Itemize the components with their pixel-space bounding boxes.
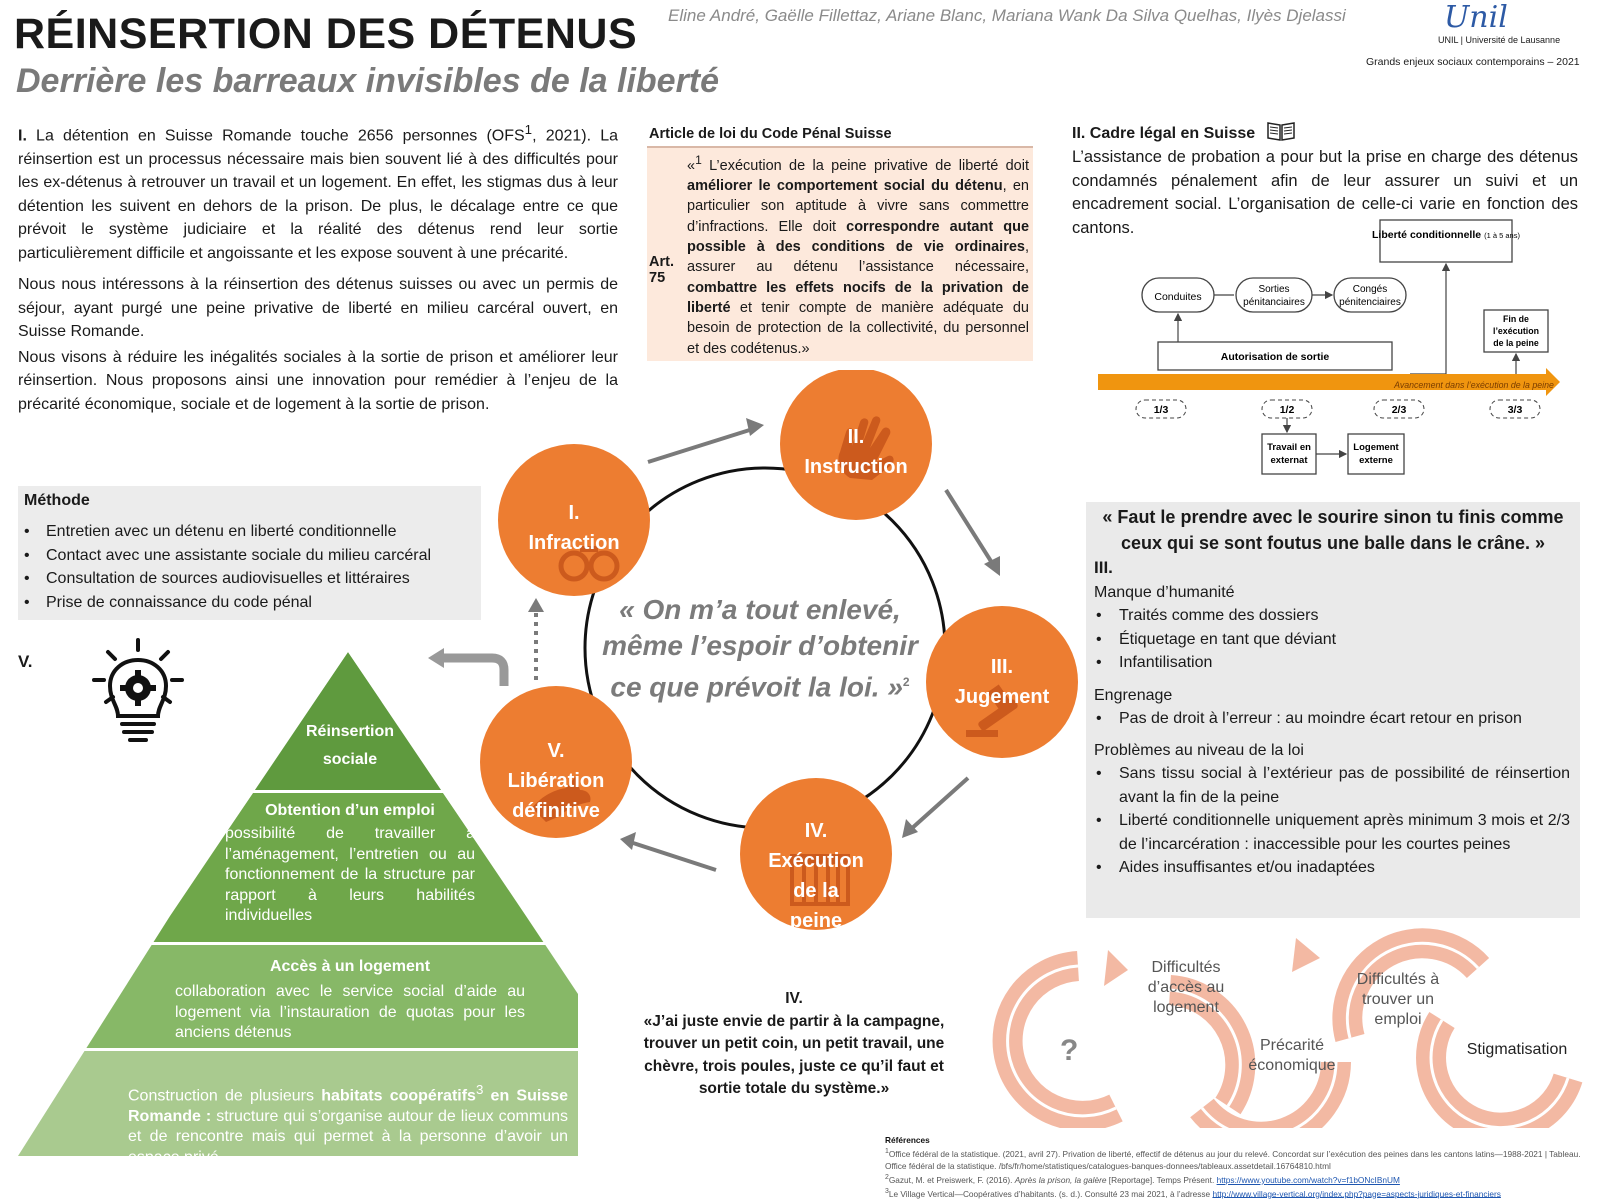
logo-sub: UNIL | Université de Lausanne (1438, 35, 1561, 45)
list-item: • Sans tissu social à l’extérieur pas de possibilité de réinsertion avant la fin de la peine (1094, 762, 1572, 809)
cycle-emploi: Difficultés à trouver un emploi (1356, 971, 1440, 1028)
cycle-precarite: Précarité économique (1248, 1037, 1336, 1074)
method-box (18, 486, 481, 620)
refs-title: Références (885, 1135, 930, 1145)
method-title: Méthode (24, 492, 90, 509)
cycle-logement: Difficultés d’accès au logement (1147, 959, 1225, 1016)
unil-logo (1434, 2, 1594, 48)
tick-1-2-label: 1/2 (1279, 404, 1295, 416)
probation-timeline (1090, 210, 1570, 490)
cycle-quote: « On m’a tout enlevé, même l’espoir d’obtenir ce que prévoit la loi. »$^2$ (602, 594, 918, 703)
legal-title: II. Cadre légal en Suisse (1072, 120, 1296, 143)
law-box (647, 124, 1033, 361)
list-item: • Étiquetage en tant que déviant (1094, 628, 1572, 652)
section-iii-box (1086, 502, 1580, 918)
logo-name: Unil (1444, 0, 1508, 35)
law-text: «$^1$ L’exécution de la peine privative de liberté doit améliorer le comportement social du détenu, en particulier son aptitude à vivre sans commettre d’infractions. Elle doit correspondre autant que possible à des conditions de vie ordinaires, assurer au détenu l’assistance nécessaire, combattre les effets nocifs de la privation de liberté et tenir compte de manière adéquate du besoin de protection de la collectivité, du personnel et des codétenus.» (687, 153, 1030, 357)
logement-l1: Logement (1353, 442, 1399, 453)
heading-loi: Problèmes au niveau de la loi (1094, 742, 1304, 759)
authors: Eline André, Gaëlle Fillettaz, Ariane Blanc, Mariana Wank Da Silva Quelhas, Ilyès Djelassi (668, 6, 1346, 25)
section-v-label: V. (18, 652, 33, 671)
law-header: Article de loi du Code Pénal Suisse (647, 124, 1033, 148)
intro-p3: Nous visons à réduire les inégalités sociales à la sortie de prison et améliorer leur réinsertion. Nous proposons ainsi une innovation pour remédier à l’enjeu de la précarité économique, sociale et de logement à la sortie de prison. (18, 348, 618, 413)
intro-label: I. (18, 127, 27, 145)
section-iv-text: «J’ai juste envie de partir à la campagne, trouver un petit coin, un petit travail, une chèvre, trois poules, juste ce qu’il faut et sortie totale du système.» (643, 1012, 945, 1097)
list-item: • Traités comme des dossiers (1094, 604, 1572, 628)
conduites-label: Conduites (1154, 291, 1202, 303)
pyramid-level3-text (175, 958, 525, 1044)
ref-3: $^3$Le Village Vertical—Coopératives d’habitants. (s. d.). Consulté 23 mai 2021, à l’adresse http://www.village-vertical.org/index.php?page=aspects-juridiques-et-financiers (885, 1187, 1501, 1199)
poster-title: RÉINSERTION DES DÉTENUS (14, 10, 638, 58)
logement-box (1348, 434, 1404, 474)
ref-3-link[interactable]: http://www.village-vertical.org/index.php?page=aspects-juridiques-et-financiers (1212, 1188, 1501, 1199)
fin-l3: de la peine (1493, 338, 1539, 348)
book-icon (1266, 120, 1296, 142)
cycle-arrow (630, 842, 716, 870)
method-item: • Consultation de sources audiovisuelles et littéraires (22, 567, 477, 591)
list-item: • Infantilisation (1094, 651, 1572, 675)
question-mark: ? (1060, 1034, 1079, 1067)
tick-2-3-label: 2/3 (1391, 404, 1407, 416)
node-liberation-label: V. Libération définitive (507, 740, 605, 822)
node-infraction-label: I. Infraction (528, 502, 620, 554)
sorties-l1: Sorties (1258, 284, 1290, 295)
tick-3-3-label: 3/3 (1507, 404, 1523, 416)
method-item: • Contact avec une assistante sociale du milieu carcéral (22, 544, 477, 568)
heading-humanite: Manque d’humanité (1094, 584, 1235, 601)
references (885, 1134, 1595, 1199)
ref-2: $^2$Gazut, M. et Preiswerk, F. (2016). Après la prison, la galère [Reportage]. Temps Présent. https://www.youtube.com/watch?v=f1bONcIBnUM (885, 1173, 1400, 1185)
conges-l1: Congés (1352, 284, 1388, 295)
pyramid-level4-text: Construction de plusieurs habitats coopératifs$^3$ en Suisse Romande : structure qui s’organise autour de lieux communs et de rencontre mais qui permet à la personne d’avoir un espace privé (128, 1082, 569, 1166)
pyramid-level1-text: Réinsertion sociale (305, 723, 394, 768)
ref-2-link[interactable]: https://www.youtube.com/watch?v=f1bONcIBnUM (1216, 1174, 1400, 1185)
node-jugement-label: III. Jugement (954, 656, 1050, 708)
cycle-arrow (910, 778, 968, 830)
cycle-arrow (946, 490, 994, 566)
intro-sup: 1 (524, 122, 533, 137)
lc-label: Liberté conditionnelle (1 à 5 ans) (1372, 229, 1520, 241)
section-iv-quote (624, 988, 964, 1101)
course-label: Grands enjeux sociaux contemporains – 2021 (1366, 56, 1580, 68)
section-iv-label: IV. (785, 990, 803, 1007)
travail-l2: externat (1270, 455, 1308, 466)
intro-p1a: La détention en Suisse Romande touche 2656 personnes (OFS (26, 127, 525, 145)
progress-label: Avancement dans l’exécution de la peine (1394, 380, 1554, 390)
node-execution-label: IV. Exécution de la peine (768, 820, 864, 932)
level2-title: Obtention d’un emploi (265, 802, 435, 819)
level3-text: collaboration avec le service social d’aide au logement via l’instauration de quotas pour les anciens détenus (175, 983, 525, 1041)
intro-p1b: , 2021). La réinsertion est un processus nécessaire mais bien souvent lié à des difficultés pour les ex-détenus à retrouver un travail et un logement. En effet, les stigmas dus à leur détention les suivent en dehors de la prison. De plus, le décalage entre ce que prévoit le système judiciaire et la réalité des détenus rend leur sortie particulièrement difficile et angoissante et les expose souvent à une précarité. (18, 127, 619, 262)
vicious-circle (988, 928, 1596, 1128)
level3-title: Accès à un logement (269, 958, 431, 975)
cycle-stigmatisation: Stigmatisation (1466, 1041, 1568, 1058)
lc-box (1380, 220, 1512, 262)
method-item: • Entretien avec un détenu en liberté conditionnelle (22, 520, 477, 544)
poster-subtitle: Derrière les barreaux invisibles de la liberté (16, 62, 720, 100)
section-iii-label: III. (1094, 558, 1113, 577)
fin-l1: Fin de (1503, 314, 1529, 324)
ref-1: $^1$Office fédéral de la statistique. (2021, avril 27). Privation de liberté, effectif de détenus au jour du relevé. Concordat sur l’exécution des peines dans les cantons latins—1988-2021 | Tableau. Office fédéral de la statistique. /bfs/fr/home/statistiques/catalogues-banques-donnees/tableaux.assetdetail.16764810.html (885, 1148, 1581, 1171)
logement-l2: externe (1359, 455, 1393, 466)
tick-1-3-label: 1/3 (1153, 404, 1169, 416)
travail-l1: Travail en (1267, 442, 1311, 453)
list-item: • Liberté conditionnelle uniquement après minimum 3 mois et 2/3 de l’incarcération : inaccessible pour les courtes peines (1094, 809, 1572, 856)
cycle-arrow (648, 428, 756, 462)
list-item: • Aides insuffisantes et/ou inadaptées (1094, 856, 1572, 880)
conges-l2: pénitenciaires (1339, 297, 1401, 308)
sorties-l2: pénitanciaires (1243, 297, 1305, 308)
level2-text: possibilité de travailler à l’aménagement, l’entretien ou au fonctionnement de la structure par rapport à leurs habilités individuelles (225, 825, 475, 924)
travail-box (1262, 434, 1316, 474)
node-instruction-label: II. Instruction (804, 426, 908, 478)
return-arrow (440, 658, 504, 686)
legal-text: L’assistance de probation a pour but la prise en charge des détenus condamnés pénalement afin de leur assurer un suivi et un encadrement social. L’organisation de celle-ci varie en fonction des cantons. (1072, 148, 1578, 237)
law-article: Art. 75 (649, 254, 674, 286)
section-iii-quote: « Faut le prendre avec le sourire sinon tu finis comme ceux qui se sont foutus une balle dans le crâne. » (1102, 507, 1564, 553)
fin-l2: l’exécution (1493, 326, 1539, 336)
method-item: • Prise de connaissance du code pénal (22, 591, 477, 615)
list-item: • Pas de droit à l’erreur : au moindre écart retour en prison (1094, 707, 1572, 731)
autorisation-label: Autorisation de sortie (1220, 351, 1330, 363)
heading-engrenage: Engrenage (1094, 686, 1173, 704)
intro-p2: Nous nous intéressons à la réinsertion des détenus suisses ou avec un permis de séjour, ayant purgé une peine privative de liberté en milieu carcéral ouvert, en Suisse Romande. (18, 276, 618, 341)
